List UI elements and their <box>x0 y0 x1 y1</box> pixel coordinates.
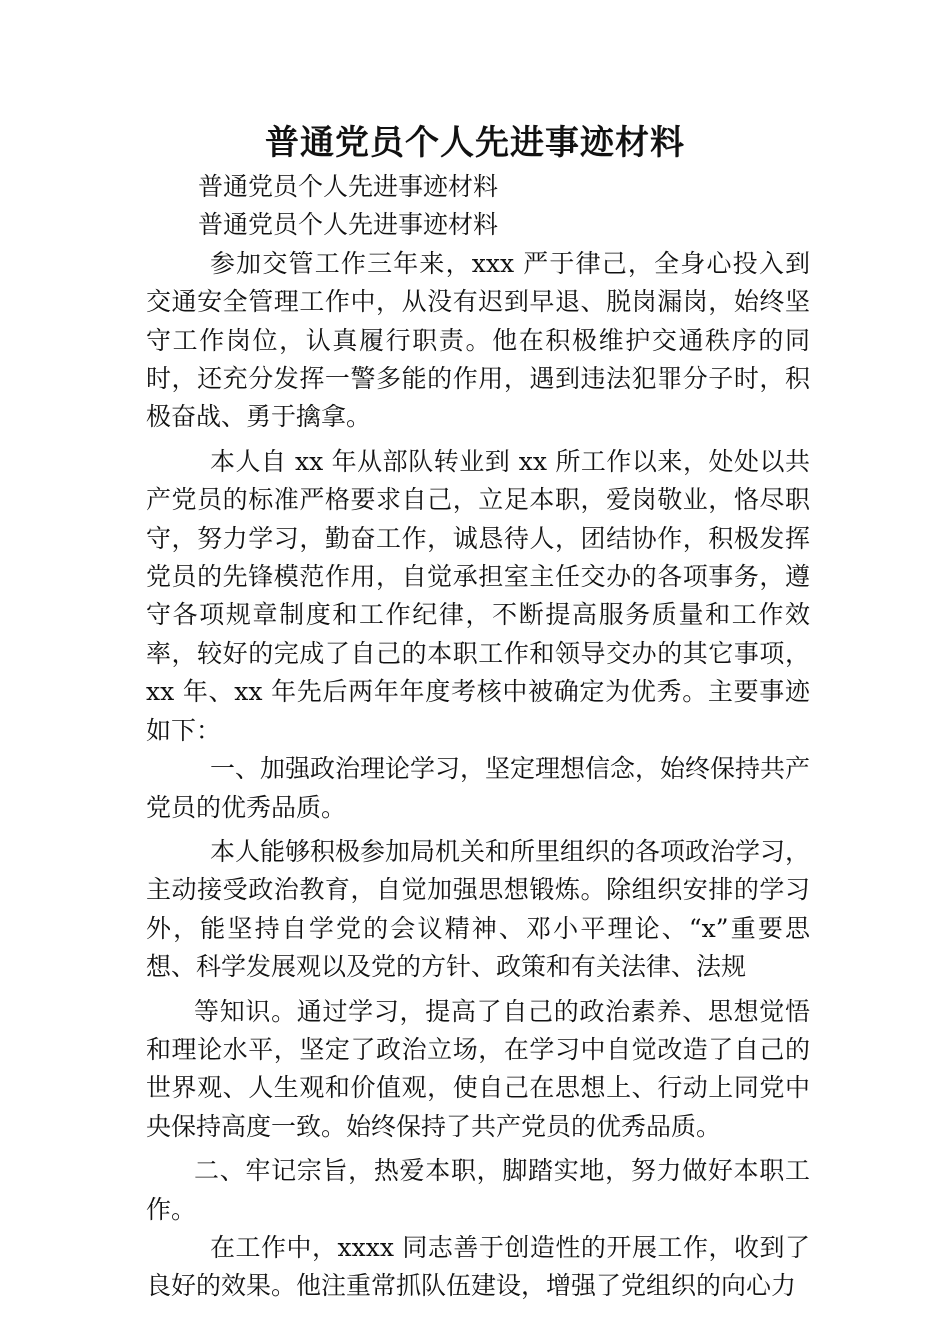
paragraph: 本人能够积极参加局机关和所里组织的各项政治学习，主动接受政治教育，自觉加强思想锻炼。除组织安排的学习外，能坚持自学党的会议精神、邓小平理论、“x”重要思想、科学发展观以及党的方针、政策和有关法律、法规 <box>146 836 811 982</box>
document-title: 普通党员个人先进事迹材料 <box>265 123 685 163</box>
section-heading: 一、加强政治理论学习，坚定理想信念，始终保持共产党员的优秀品质。 <box>146 754 811 822</box>
paragraph: 本人自 xx 年从部队转业到 xx 所工作以来，处处以共产党员的标准严格要求自己，立足本职，爱岗敬业，恪尽职守，努力学习，勤奋工作，诚恳待人，团结协作，积极发挥党员的先锋模范作用，自觉承担室主任交办的各项事务，遵守各项规章制度和工作纪律，不断提高服务质量和工作效率，较好的完成了自己的本职工作和领导交办的其它事项，xx 年、xx 年先后两年年度考核中被确定为优秀。主要事迹如下： <box>146 446 810 745</box>
subtitle-line: 普通党员个人先进事迹材料 <box>198 210 499 240</box>
paragraph: 在工作中，xxxx 同志善于创造性的开展工作，收到了良好的效果。他注重常抓队伍建设，增强了党组织的向心力 <box>146 1232 810 1301</box>
subtitle-line: 普通党员个人先进事迹材料 <box>198 172 499 201</box>
paragraph: 参加交管工作三年来，xxx 严于律己，全身心投入到交通安全管理工作中，从没有迟到早退、脱岗漏岗，始终坚守工作岗位，认真履行职责。他在积极维护交通秩序的同时，还充分发挥一警多能的作用，遇到违法犯罪分子时，积极奋战、勇于擒拿。 <box>146 248 810 432</box>
section-heading: 二、牢记宗旨，热爱本职，脚踏实地，努力做好本职工作。 <box>146 1156 810 1224</box>
paragraph: 等知识。通过学习，提高了自己的政治素养、思想觉悟和理论水平，坚定了政治立场，在学习中自觉改造了自己的世界观、人生观和价值观，使自己在思想上、行动上同党中央保持高度一致。始终保持了共产党员的优秀品质。 <box>146 996 810 1141</box>
document-body <box>146 168 810 1306</box>
